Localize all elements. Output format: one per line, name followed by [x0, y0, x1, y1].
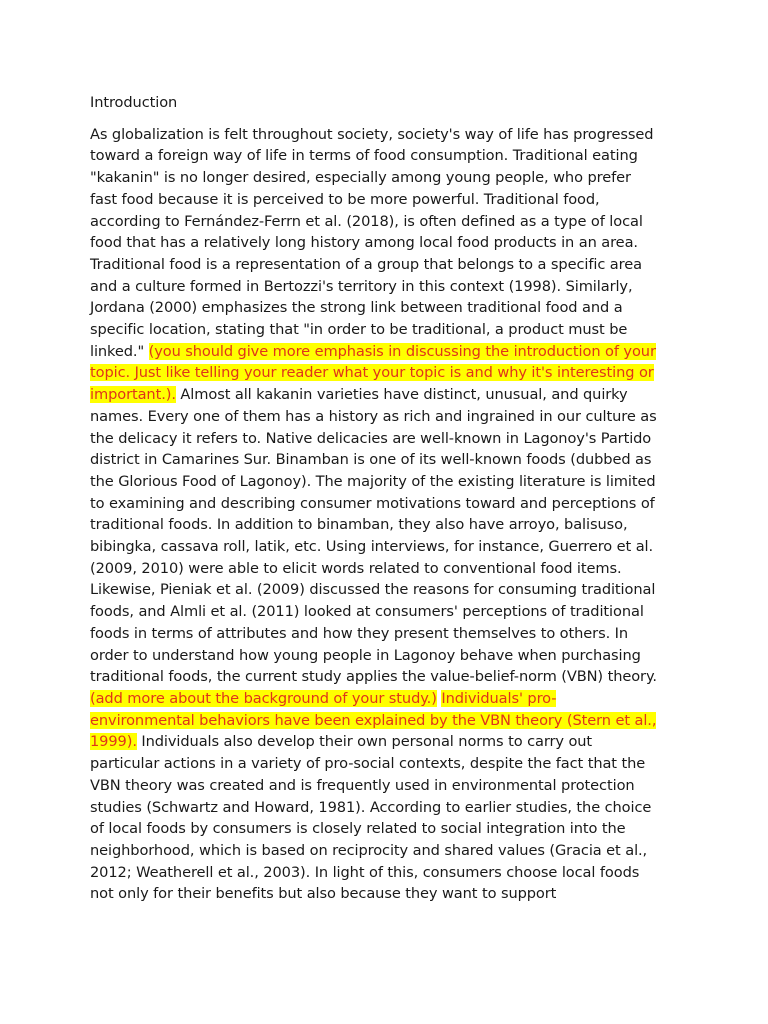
review-comment-highlight: (add more about the background of your study.) [90, 689, 437, 707]
section-heading: Introduction [90, 94, 178, 111]
review-comment-highlight: Individuals' pro-environmental behaviors have been explained by the VBN theory (Stern et al., 1999). [90, 689, 657, 751]
text-segment: Almost all kakanin varieties have distinct, unusual, and quirky names. Every one of them has a history as rich and ingrained in our culture as the delicacy it refers to. Native delicacies are well-known in Lagonoy's Partido district in Camarines Sur. Binamban is one of its well-known foods (dubbed as the Glorious Food of Lagonoy). The majority of the existing literature is limited to examining and describing consumer motivations toward and perceptions of traditional foods. In addition to binamban, they also have arroyo, balisuso, bibingka, cassava roll, latik, etc. Using interviews, for instance, Guerrero et al. (2009, 2010) were able to elicit words related to conventional food items. Likewise, Pieniak et al. (2009) discussed the reasons for consuming traditional foods, and Almli et al. (2011) looked at consumers' perceptions of traditional foods in terms of attributes and how they present themselves to others. In order to understand how young people in Lagonoy behave when purchasing traditional foods, the current study applies the value-belief-norm (VBN) theory. [90, 386, 657, 686]
text-segment: As globalization is felt throughout society, society's way of life has progressed toward a foreign way of life in terms of food consumption. Traditional eating "kakanin" is no longer desired, especially among young people, who prefer fast food because it is perceived to be more powerful. Traditional food, according to Fernández-Ferrn et al. (2018), is often defined as a type of local food that has a relatively long history among local food products in an area. Traditional food is a representation of a group that belongs to a specific area and a culture formed in Bertozzi's territory in this context (1998). Similarly, Jordana (2000) emphasizes the strong link between traditional food and a specific location, stating that "in order to be traditional, a product must be linked." [90, 125, 654, 360]
body-paragraph [90, 124, 660, 905]
document-page [90, 92, 660, 905]
text-segment: Individuals also develop their own personal norms to carry out particular actions in a variety of pro-social contexts, despite the fact that the VBN theory was created and is frequently used in environmental protection studies (Schwartz and Howard, 1981). According to earlier studies, the choice of local foods by consumers is closely related to social integration into the neighborhood, which is based on reciprocity and shared values (Gracia et al., 2012; Weatherell et al., 2003). In light of this, consumers choose local foods not only for their benefits but also because they want to support [90, 733, 652, 903]
review-comment-highlight: (you should give more emphasis in discussing the introduction of your topic. Just like telling your reader what your topic is and why it's interesting or important.). [90, 342, 656, 404]
